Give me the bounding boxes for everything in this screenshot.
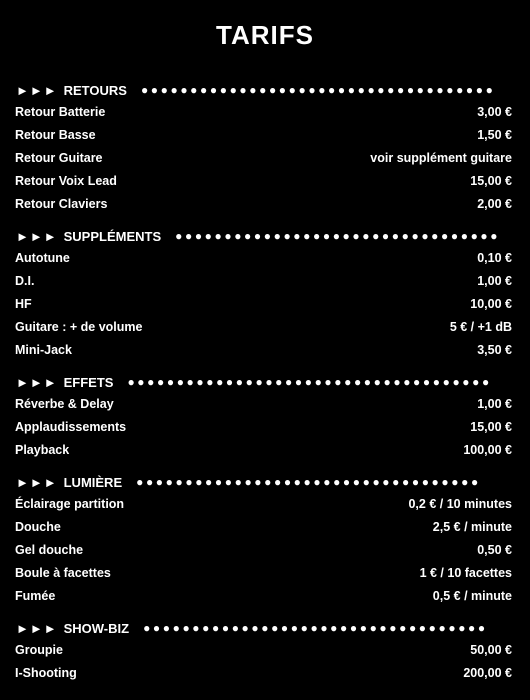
price-row <box>0 270 530 293</box>
price-row <box>0 584 530 607</box>
item-label: Playback <box>15 442 70 457</box>
item-price: 100,00 € <box>463 442 512 457</box>
section-header <box>0 617 530 639</box>
item-label: Retour Batterie <box>15 105 106 120</box>
price-row <box>0 516 530 539</box>
item-price: 0,50 € <box>477 542 512 557</box>
item-label: Éclairage partition <box>15 497 125 512</box>
item-label: Autotune <box>15 251 70 266</box>
section-supplements <box>0 225 530 361</box>
price-row <box>0 493 530 516</box>
page-title: TARIFS <box>216 20 314 50</box>
item-price: 5 € / +1 dB <box>449 319 512 334</box>
item-price: 1,00 € <box>477 274 512 289</box>
item-label: I-Shooting <box>15 666 77 681</box>
section-lumiere <box>0 471 530 607</box>
section-header <box>0 225 530 247</box>
price-row <box>0 539 530 562</box>
section-title: LUMIÈRE <box>63 474 123 490</box>
item-price: 200,00 € <box>463 666 512 681</box>
item-price: 0,2 € / 10 minutes <box>408 497 512 512</box>
item-price: 1 € / 10 facettes <box>419 565 512 580</box>
price-row <box>0 416 530 439</box>
item-price: 15,00 € <box>470 420 512 435</box>
item-label: Guitare : + de volume <box>15 319 143 334</box>
item-label: Retour Basse <box>15 128 96 143</box>
item-price: 1,00 € <box>477 397 512 412</box>
section-retours <box>0 79 530 215</box>
price-row <box>0 247 530 270</box>
arrows-icon: ►►► <box>16 474 58 490</box>
price-row <box>0 662 530 685</box>
dot-leader: ●●●●●●●●●●●●●●●●●●●●●●●●●●●●●●●●●●● <box>136 475 481 489</box>
item-label: Retour Voix Lead <box>15 173 117 188</box>
item-label: Réverbe & Delay <box>15 397 114 412</box>
section-header <box>0 371 530 393</box>
item-price: 10,00 € <box>470 296 512 311</box>
price-row <box>0 124 530 147</box>
item-label: Retour Claviers <box>15 196 108 211</box>
price-row <box>0 101 530 124</box>
item-label: Gel douche <box>15 542 84 557</box>
price-row <box>0 315 530 338</box>
item-label: Applaudissements <box>15 420 127 435</box>
item-label: D.I. <box>15 274 35 289</box>
section-title: SHOW-BIZ <box>63 620 130 636</box>
arrows-icon: ►►► <box>16 228 58 244</box>
section-title: SUPPLÉMENTS <box>63 228 162 244</box>
section-show-biz <box>0 617 530 685</box>
item-label: Groupie <box>15 643 63 658</box>
price-row <box>0 561 530 584</box>
item-price: 50,00 € <box>470 643 512 658</box>
item-price: 1,50 € <box>477 128 512 143</box>
item-label: Douche <box>15 520 61 535</box>
item-label: Fumée <box>15 588 56 603</box>
dot-leader: ●●●●●●●●●●●●●●●●●●●●●●●●●●●●●●●●● <box>175 229 501 243</box>
item-label: Mini-Jack <box>15 342 72 357</box>
item-price: 2,5 € / minute <box>432 520 512 535</box>
arrows-icon: ►►► <box>16 82 58 98</box>
price-row <box>0 639 530 662</box>
section-title: EFFETS <box>63 374 114 390</box>
dot-leader: ●●●●●●●●●●●●●●●●●●●●●●●●●●●●●●●●●●● <box>143 621 488 635</box>
dot-leader: ●●●●●●●●●●●●●●●●●●●●●●●●●●●●●●●●●●●●● <box>127 375 492 389</box>
item-label: Retour Guitare <box>15 150 103 165</box>
item-price: 3,00 € <box>477 105 512 120</box>
price-row <box>0 293 530 316</box>
price-row <box>0 192 530 215</box>
section-header <box>0 471 530 493</box>
arrows-icon: ►►► <box>16 374 58 390</box>
price-row <box>0 147 530 170</box>
item-price: 0,5 € / minute <box>432 588 512 603</box>
item-label: Boule à facettes <box>15 565 111 580</box>
item-price: voir supplément guitare <box>370 150 512 165</box>
item-price: 3,50 € <box>477 342 512 357</box>
arrows-icon: ►►► <box>16 620 58 636</box>
price-row <box>0 169 530 192</box>
dot-leader: ●●●●●●●●●●●●●●●●●●●●●●●●●●●●●●●●●●●● <box>140 83 496 97</box>
item-label: HF <box>15 296 32 311</box>
section-header <box>0 79 530 101</box>
item-price: 15,00 € <box>470 173 512 188</box>
price-row <box>0 439 530 462</box>
price-row <box>0 338 530 361</box>
section-effets <box>0 371 530 461</box>
item-price: 0,10 € <box>477 251 512 266</box>
price-row <box>0 393 530 416</box>
section-title: RETOURS <box>63 82 127 98</box>
item-price: 2,00 € <box>477 196 512 211</box>
